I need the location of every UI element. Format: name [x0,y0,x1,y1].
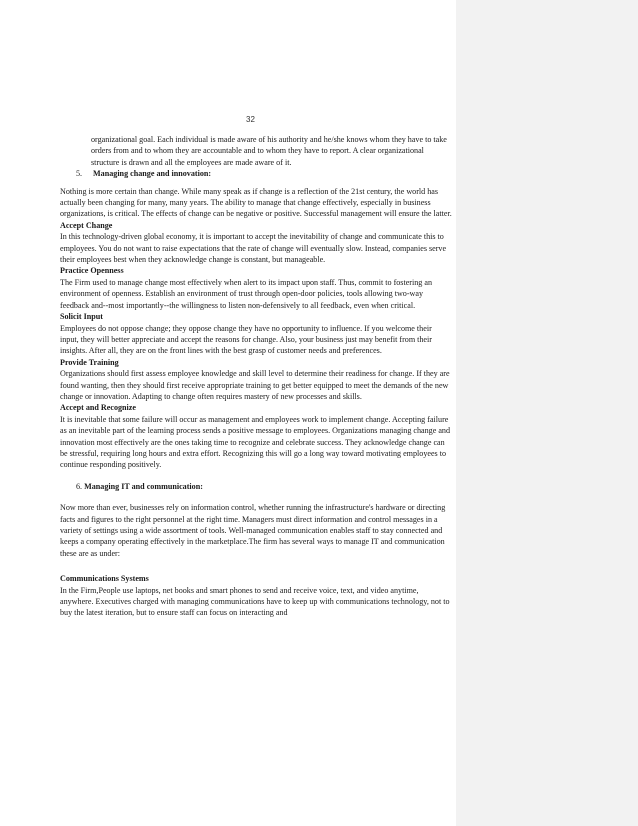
text-solicit-input: Employees do not oppose change; they oppose change they have no opportunity to influence. If you welcome their input, they will better appreciate and accept the reasons for change. Also, your business just may benefit from their insights. After all, they are on the front lines with the best grasp of customer needs and preferences. [60,323,432,356]
section-5-heading [60,168,452,179]
section-5-number: 5. [76,169,83,179]
document-body [60,134,452,619]
subheading-accept-recognize: Accept and Recognize [60,403,136,413]
comment-pane [456,0,638,826]
section-6-heading [60,481,452,492]
text-communications-systems: In the Firm,People use laptops, net books and smart phones to send and receive voice, text, and video anytime, anywhere. Executives charged with managing communications have to keep up with communications technology, not to buy the latest iteration, but to ensure staff can focus on interacting and [60,585,450,618]
section-5-title: Managing change and innovation: [93,169,212,179]
subheading-accept-change: Accept Change [60,220,113,230]
section-5-paragraph: Nothing is more certain than change. While many speak as if change is a reflection of the 21st century, the world has actually been changing for many, many years. The ability to manage that change effectively, especially in business organizations, is critical. The effects of change can be negative or positive. Successful management will ensure the latter. [60,186,452,219]
section-6-number: 6. [76,481,83,491]
text-provide-training: Organizations should first assess employee knowledge and skill level to determine their readiness for change. If they are found wanting, then they should first receive appropriate training to get better equipped to meet the demands of the new change or innovation. Adapting to change often requires mastery of new processes and skills. [60,369,450,401]
subheading-solicit-input: Solicit Input [60,312,103,322]
subheading-communications-systems: Communications Systems [60,574,149,584]
text-accept-change: In this technology-driven global economy, it is important to accept the inevitability of change and communicate this to employees. You do not want to raise expectations that the rate of change will eventually slow. Instead, companies serve their employees best when they acknowledge change is constant, but manageable. [60,232,447,265]
text-practice-openness: The Firm used to manage change most effectively when alert to its impact upon staff. Thus, commit to fostering an environment of openness. Establish an environment of trust through open-door policies, tools allowing two-way feedback and--most importantly--the willingness to listen non-defensively to all feedback, even when critical. [60,277,432,310]
subheading-practice-openness: Practice Openness [60,266,124,276]
page-number: 32 [246,115,255,124]
text-accept-recognize: It is inevitable that some failure will occur as management and employees work to implement change. Accepting failure as an inevitable part of the learning process sends a positive message to employees. Organizations managing change and innovation most effectively are the ones taking time to recognize and celebrate success. They acknowledge change can be stressful, requiring long hours and extra effort. Recognizing this will go a long way toward motivating employees to continue responding positively. [60,414,451,470]
subheading-provide-training: Provide Training [60,357,119,367]
intro-paragraph: organizational goal. Each individual is made aware of his authority and he/she knows whom they have to take orders from and to whom they are accountable and to whom they have to report. A clear organizational structure is drawn and all the employees are made aware of it. [91,135,447,167]
section-6-title: Managing IT and communication: [84,481,203,491]
section-6-paragraph: Now more than ever, businesses rely on information control, whether running the infrastructure's hardware or directing facts and figures to the right personnel at the right time. Managers must direct information and control messages in a variety of settings using a wide assortment of tools. Well-managed communication enables staff to stay connected and keeps a company operating effectively in the marketplace.The firm has several ways to manage IT and communication these are as under: [60,503,446,558]
